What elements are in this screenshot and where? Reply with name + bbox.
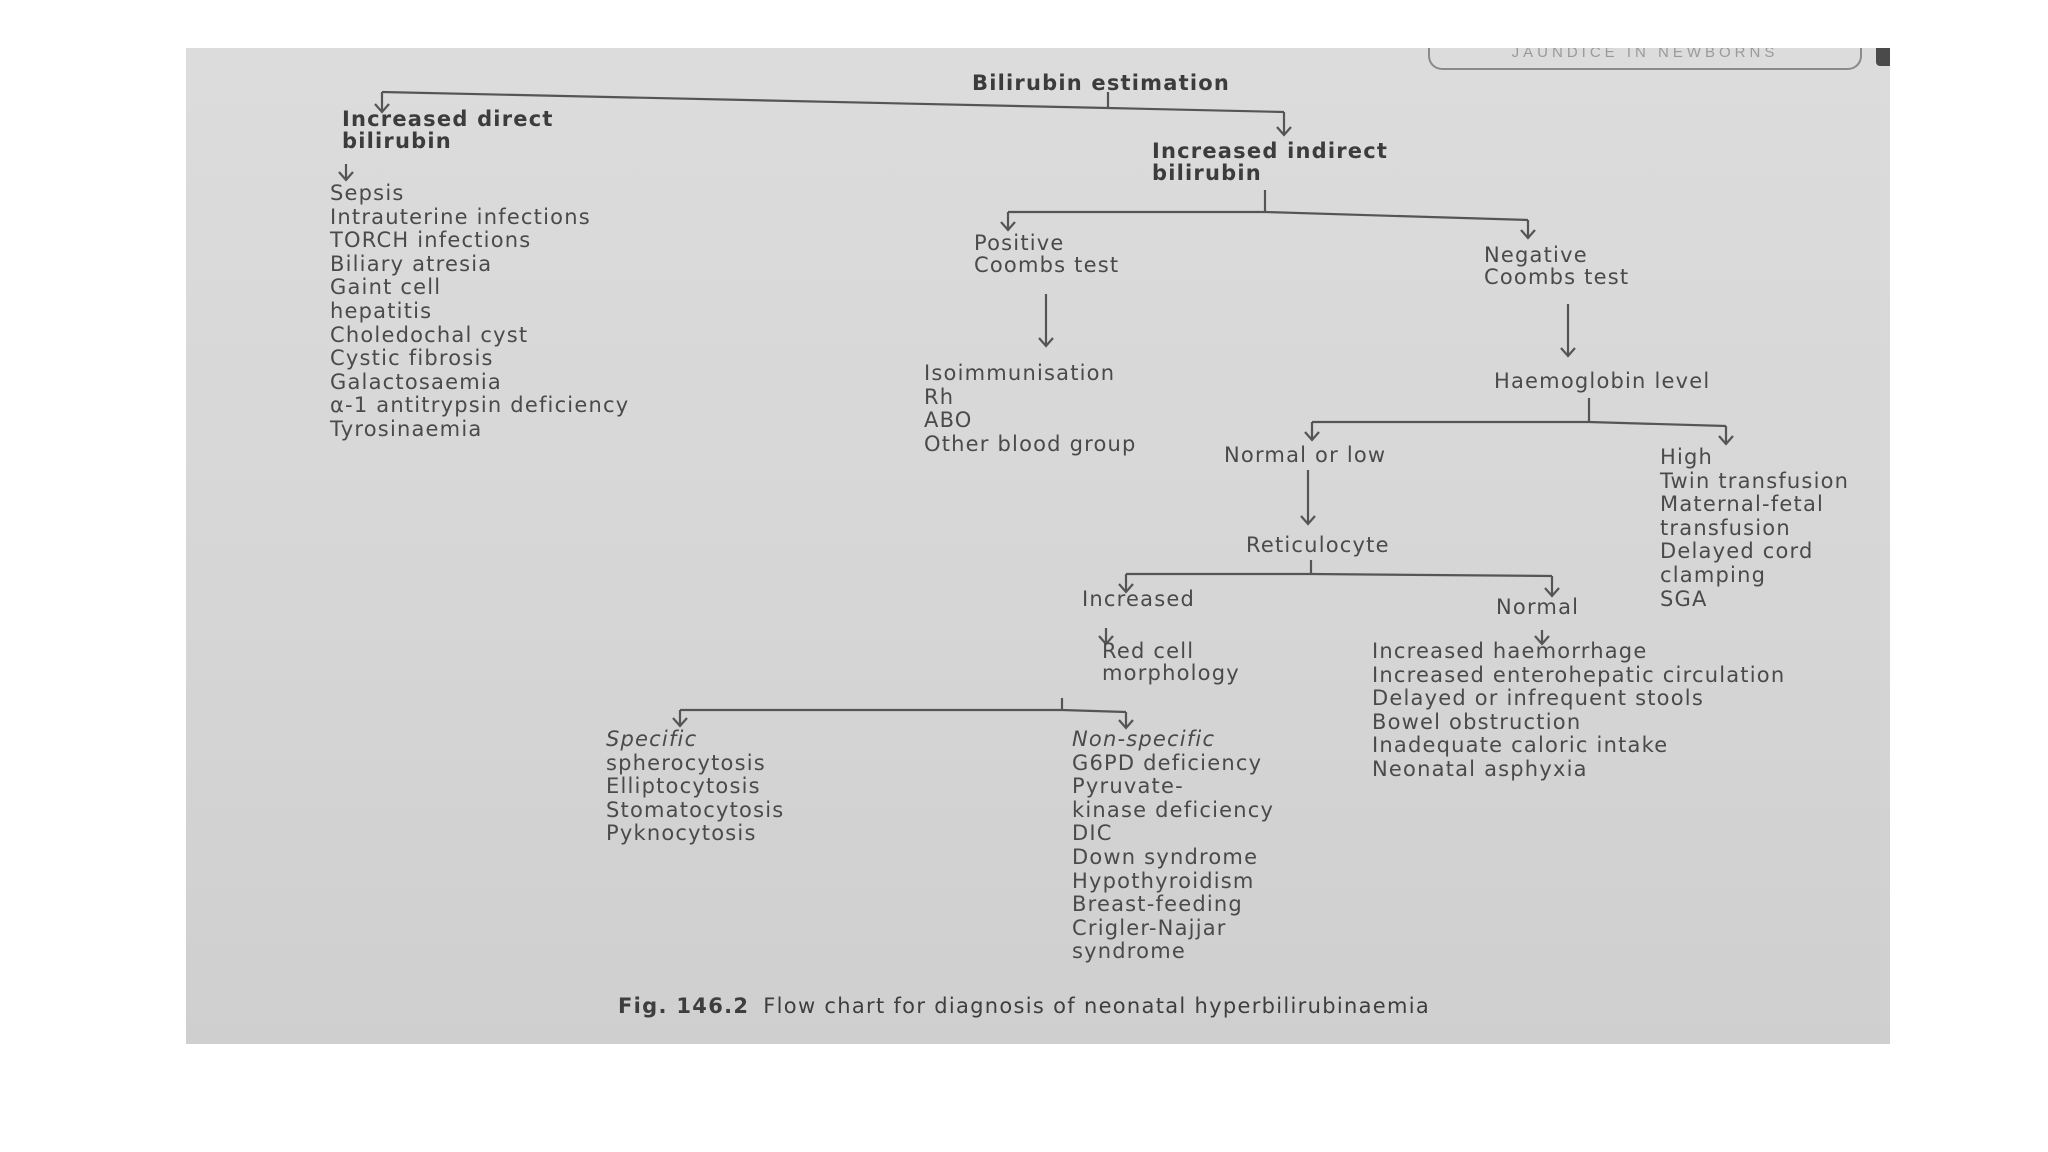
node-increased-indirect: Increased indirect bilirubin xyxy=(1152,139,1389,185)
list-item: DIC xyxy=(1072,821,1113,846)
list-item: Twin transfusion xyxy=(1660,468,1850,493)
figure-label: Fig. 146.2 xyxy=(618,994,750,1018)
list-item: Elliptocytosis xyxy=(606,774,761,799)
list-item: Maternal-fetal xyxy=(1660,492,1825,517)
list-item: Intrauterine infections xyxy=(330,204,591,229)
list-item: ABO xyxy=(924,408,973,433)
list-item: Tyrosinaemia xyxy=(330,416,483,441)
node-increased-direct: Increased direct bilirubin xyxy=(342,107,554,153)
list-item: syndrome xyxy=(1072,939,1187,964)
list-item: Inadequate caloric intake xyxy=(1372,733,1669,758)
root-node-bilirubin-estimation: Bilirubin estimation xyxy=(972,71,1231,95)
running-header-text: JAUNDICE IN NEWBORNS xyxy=(1511,48,1779,61)
list-item: Choledochal cyst xyxy=(330,322,529,347)
figure-caption-text: Flow chart for diagnosis of neonatal hyperbilirubinaemia xyxy=(763,994,1431,1018)
list-item: TORCH infections xyxy=(330,228,532,253)
node-red-cell-morphology: Red cell morphology xyxy=(1102,639,1240,685)
list-item: kinase deficiency xyxy=(1072,797,1275,822)
list-item: Pyruvate- xyxy=(1072,774,1184,799)
connector-hb-right xyxy=(1589,422,1726,426)
list-item: Pyknocytosis xyxy=(606,821,757,846)
list-heading-specific: Specific xyxy=(606,727,698,751)
list-item: Down syndrome xyxy=(1072,844,1259,869)
list-item: Increased haemorrhage xyxy=(1372,639,1648,663)
connector-indirect-right xyxy=(1265,212,1528,220)
figure-caption xyxy=(618,994,1430,1018)
list-item: Delayed cord xyxy=(1660,539,1814,564)
list-item: Sepsis xyxy=(330,181,405,205)
direct-causes-list xyxy=(330,182,629,442)
list-item: Biliary atresia xyxy=(330,251,493,276)
isoimmunisation-list xyxy=(924,362,1137,456)
list-item: Stomatocytosis xyxy=(606,797,785,822)
list-item: α-1 antitrypsin deficiency xyxy=(330,393,630,418)
node-increased: Increased xyxy=(1082,587,1196,611)
connector-retic-right xyxy=(1311,574,1552,576)
high-causes-list xyxy=(1660,446,1849,611)
list-item: Other blood group xyxy=(924,431,1137,456)
list-item: Gaint cell xyxy=(330,275,442,300)
node-normal: Normal xyxy=(1496,595,1580,619)
list-item: G6PD deficiency xyxy=(1072,750,1263,775)
node-haemoglobin-level: Haemoglobin level xyxy=(1494,369,1711,393)
list-item: clamping xyxy=(1660,562,1767,587)
specific-morphology-list xyxy=(606,728,784,846)
list-item: Increased enterohepatic circulation xyxy=(1372,662,1786,687)
list-item: Crigler-Najjar xyxy=(1072,915,1227,940)
list-item: Delayed or infrequent stools xyxy=(1372,686,1704,711)
list-item: Hypothyroidism xyxy=(1072,868,1255,893)
node-normal-or-low: Normal or low xyxy=(1224,443,1387,467)
book-page-photo xyxy=(186,48,1890,1044)
list-item: Bowel obstruction xyxy=(1372,709,1582,734)
list-item: Breast-feeding xyxy=(1072,892,1243,917)
node-reticulocyte: Reticulocyte xyxy=(1246,533,1390,557)
node-negative-coombs: Negative Coombs test xyxy=(1484,243,1630,289)
connector-root-right xyxy=(1108,108,1284,112)
list-item: spherocytosis xyxy=(606,750,766,775)
list-item: High xyxy=(1660,445,1714,469)
normal-reticulocyte-causes-list xyxy=(1372,640,1785,782)
node-positive-coombs: Positive Coombs test xyxy=(974,231,1120,277)
list-heading-nonspecific: Non-specific xyxy=(1072,727,1216,751)
nonspecific-morphology-list xyxy=(1072,728,1274,964)
list-item: Isoimmunisation xyxy=(924,361,1116,385)
list-item: Neonatal asphyxia xyxy=(1372,756,1588,781)
connector-redcell-right xyxy=(1062,710,1126,712)
list-item: Rh xyxy=(924,384,955,409)
list-item: hepatitis xyxy=(330,298,433,323)
list-item: Cystic fibrosis xyxy=(330,346,494,371)
list-item: transfusion xyxy=(1660,515,1791,540)
list-item: Galactosaemia xyxy=(330,369,502,394)
list-item: SGA xyxy=(1660,586,1708,611)
